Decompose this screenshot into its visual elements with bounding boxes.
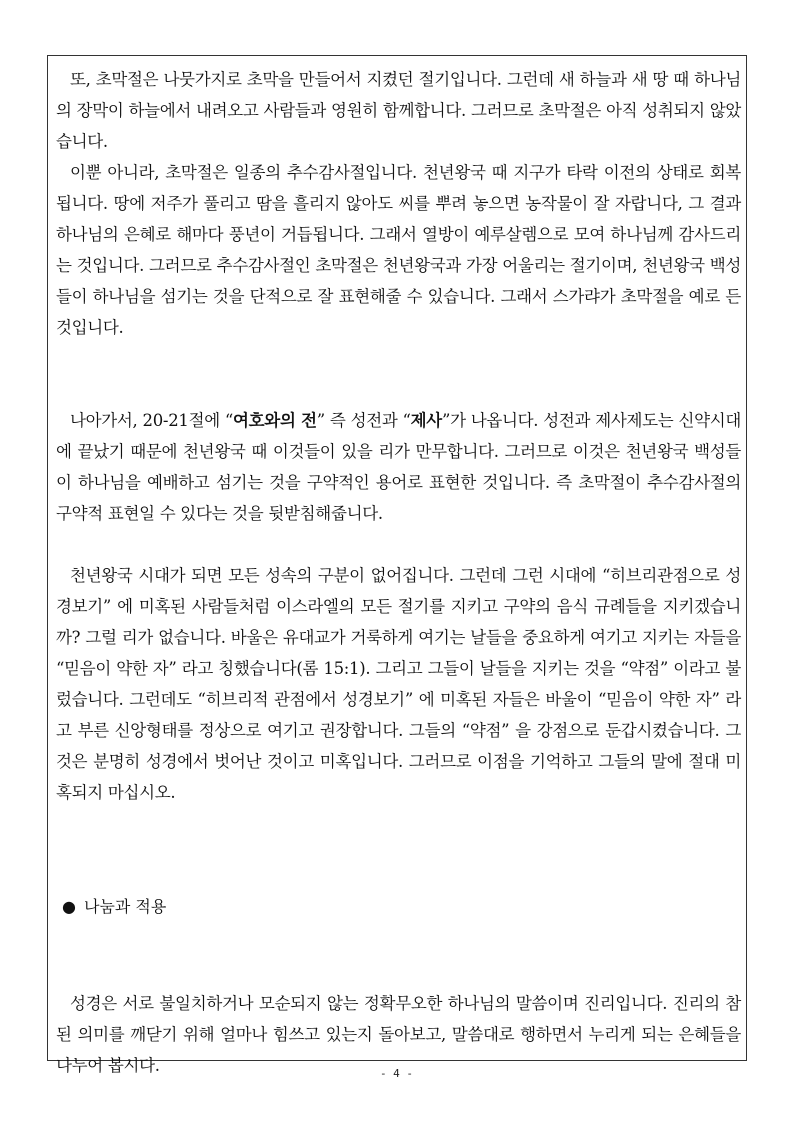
body-paragraph: 이뿐 아니라, 초막절은 일종의 추수감사절입니다. 천년왕국 때 지구가 타락 이전의 상태로 회복됩니다. 땅에 저주가 풀리고 땀을 흘리지 않아도 씨를 뿌려 놓으면 농작물이 잘 자랍니다, 그 결과 하나님의 은혜로 해마다 풍년이 거듭됩니다. 그래서 열방이 예루살렘으로 모여 하나님께 감사드리는 것입니다. 그러므로 추수감사절인 초막절은 천년왕국과 가장 어울리는 절기이며, 천년왕국 백성들이 하나님을 섬기는 것을 단적으로 잘 표현해줄 수 있습니다. 그래서 스가랴가 초막절을 예로 든 것입니다. <box>56 163 741 337</box>
page-number: - 4 - <box>379 1067 414 1080</box>
paragraph-text: ” 즉 성전과 “ <box>316 411 411 430</box>
body-paragraph: 또, 초막절은 나뭇가지로 초막을 만들어서 지켰던 절기입니다. 그런데 새 하늘과 새 땅 때 하나님의 장막이 하늘에서 내려오고 사람들과 영원히 함께합니다. 그러므로 초막절은 아직 성취되지 않았습니다. <box>56 70 741 151</box>
section-heading <box>62 895 166 919</box>
bullet-icon: ● <box>62 897 76 916</box>
body-paragraph: 성경은 서로 불일치하거나 모순되지 않는 정확무오한 하나님의 말씀이며 진리입니다. 진리의 참된 의미를 깨닫기 위해 얼마나 힘쓰고 있는지 돌아보고, 말씀대로 행하면서 누리게 되는 은혜들을 나누어 봅시다. <box>56 994 741 1075</box>
body-paragraph <box>56 405 741 529</box>
emphasis-text: 제사 <box>410 411 442 430</box>
body-paragraph: 천년왕국 시대가 되면 모든 성속의 구분이 없어집니다. 그런데 그런 시대에 “히브리관점으로 성경보기” 에 미혹된 사람들처럼 이스라엘의 모든 절기를 지키고 구약의 음식 규례들을 지키겠습니까? 그럴 리가 없습니다. 바울은 유대교가 거룩하게 여기는 날들을 중요하게 여기고 지키는 자들을 “믿음이 약한 자” 라고 칭했습니다(롬 15:1). 그리고 그들이 날들을 지키는 것을 “약점” 이라고 불렀습니다. 그런데도 “히브리적 관점에서 성경보기” 에 미혹된 자들은 바울이 “믿음이 약한 자” 라고 부른 신앙형태를 정상으로 여기고 권장합니다. 그들의 “약점” 을 강점으로 둔갑시켰습니다. 그것은 분명히 성경에서 벗어난 것이고 미혹입니다. 그러므로 이점을 기억하고 그들의 말에 절대 미혹되지 마십시오. <box>56 566 741 802</box>
paragraph-text: ”가 나옵니다. 성전과 제사제도는 신약시대에 끝났기 때문에 천년왕국 때 이것들이 있을 리가 만무합니다. 그러므로 이것은 천년왕국 백성들이 하나님을 예배하고 섬기는 것을 구약적인 용어로 표현한 것입니다. 즉 초막절이 추수감사절의 구약적 표현일 수 있다는 것을 뒷받침해줍니다. <box>56 411 741 523</box>
section-heading-text: 나눔과 적용 <box>83 897 167 916</box>
paragraph-text: 나아가서, 20-21절에 “ <box>70 411 234 430</box>
emphasis-text: 여호와의 전 <box>233 411 317 430</box>
